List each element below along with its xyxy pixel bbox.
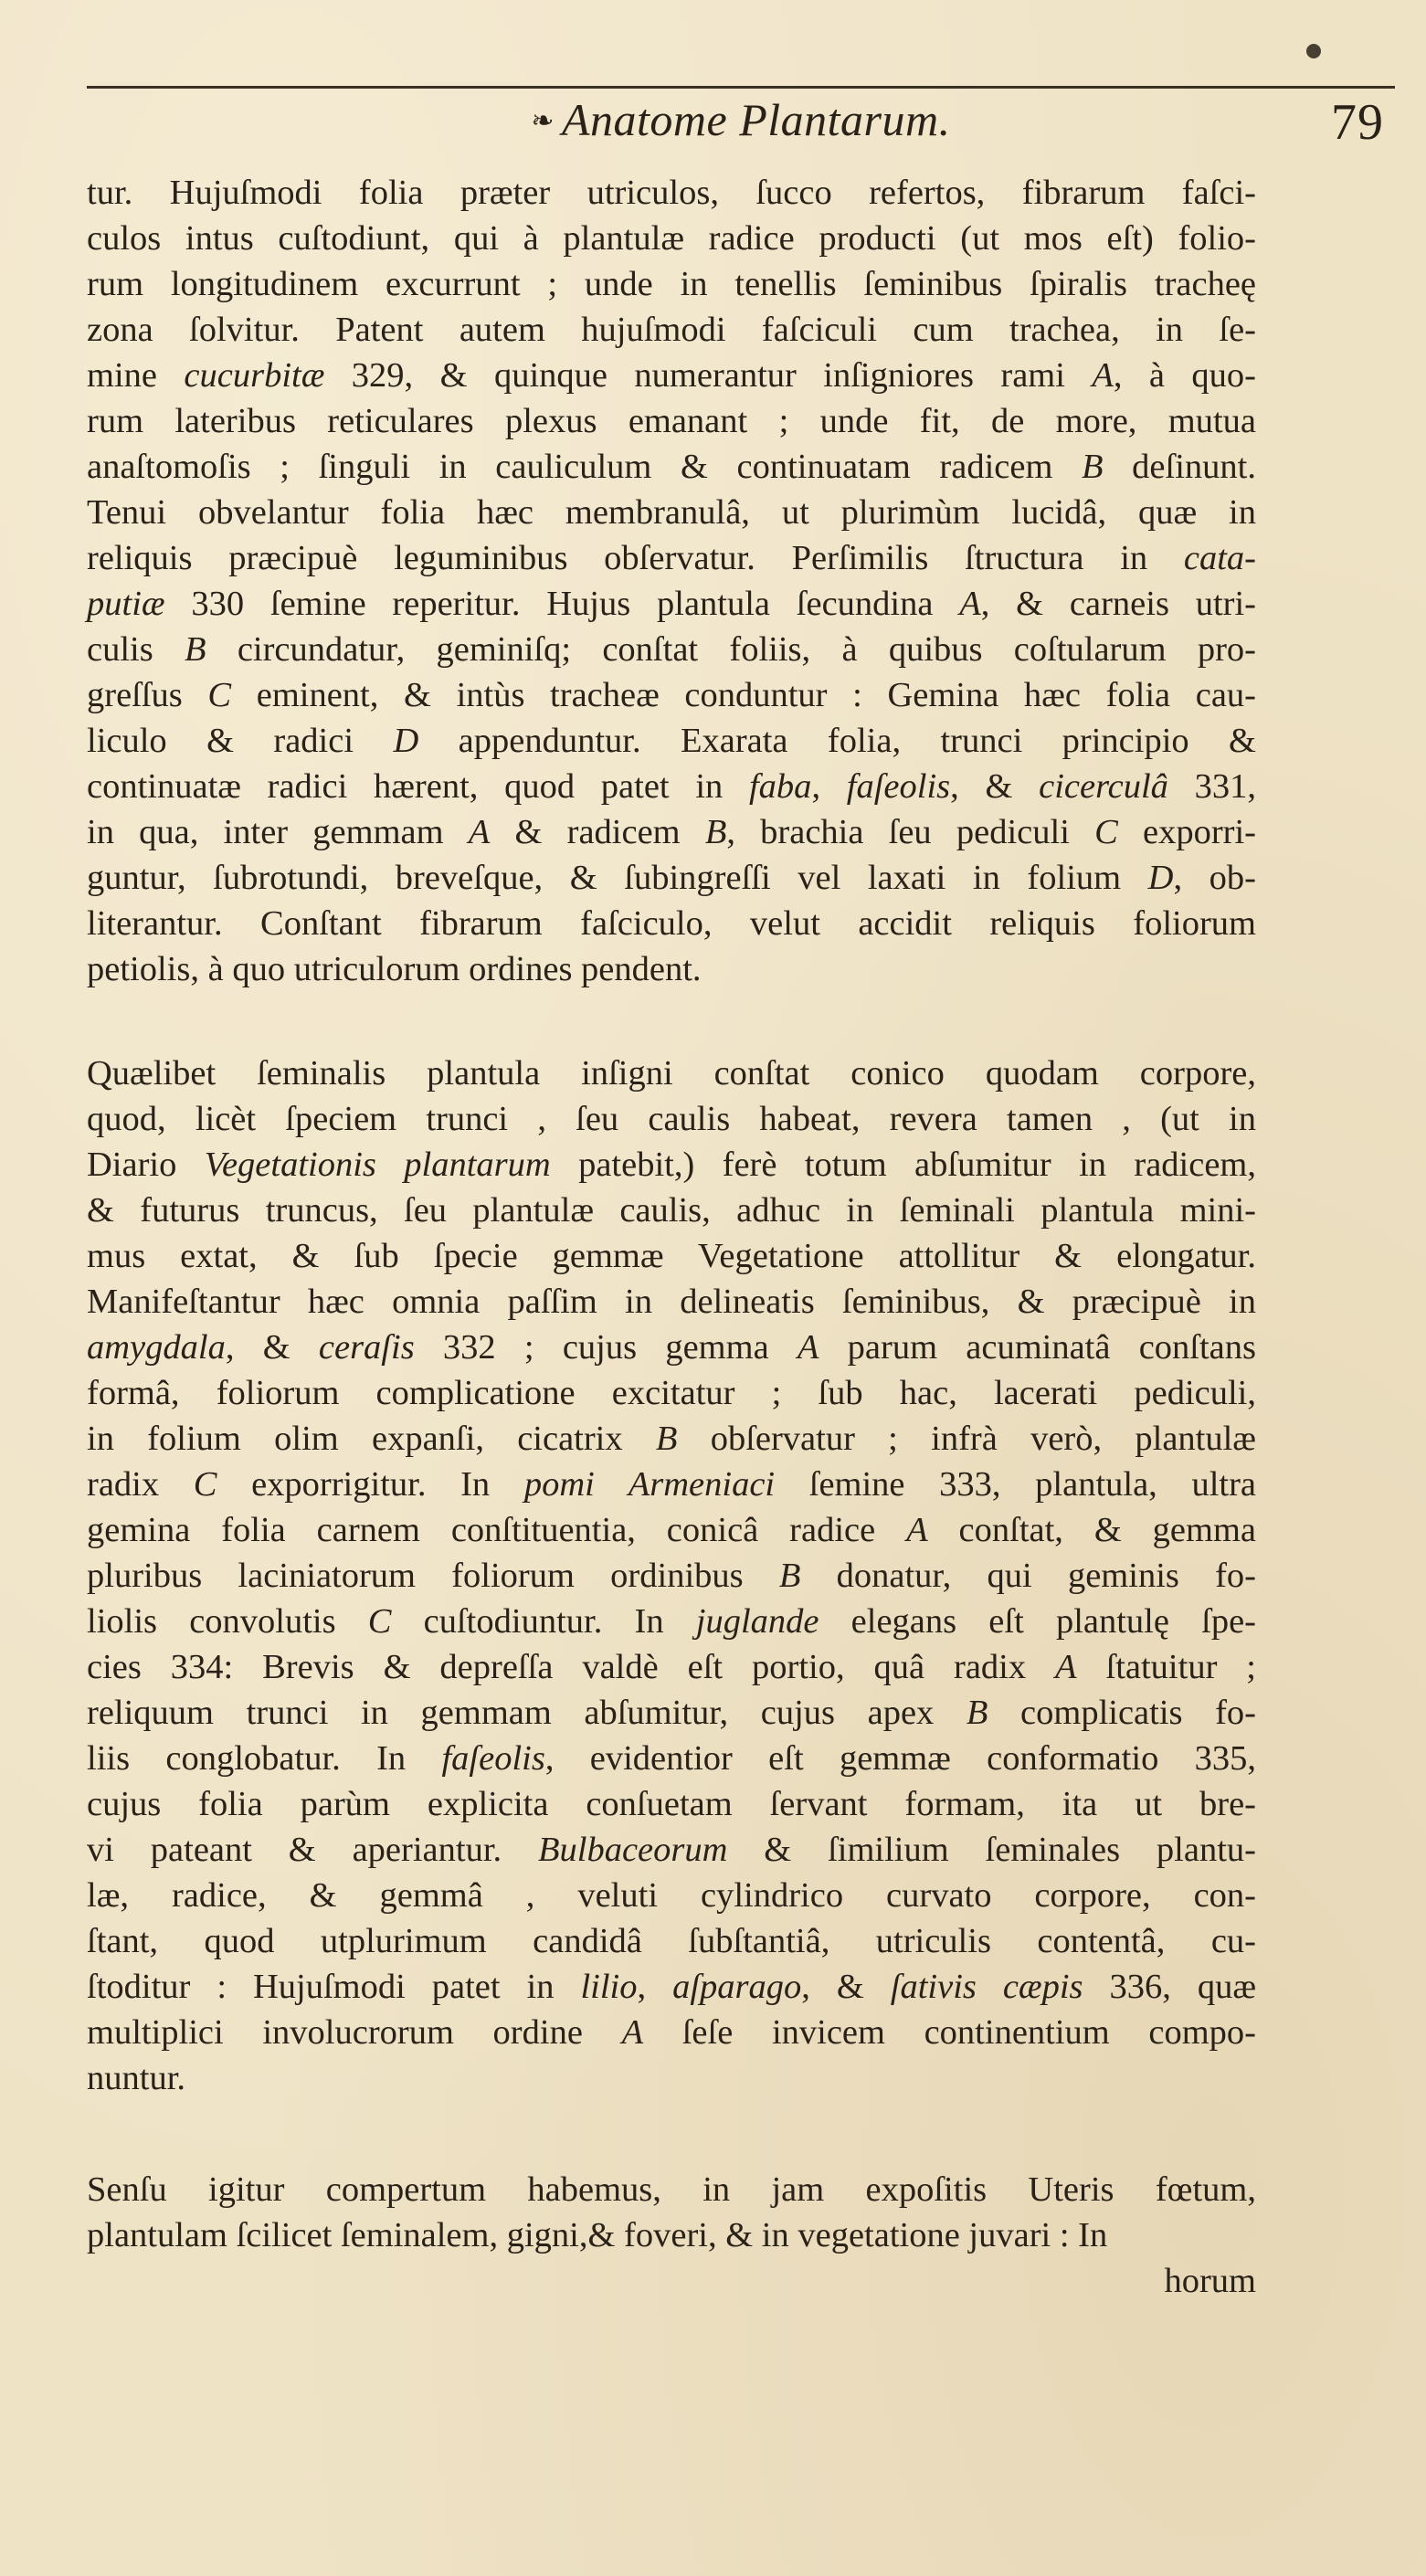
- text-run: Tenui obvelantur folia hæc membranulâ, ut plurimùm lucidâ, quæ in: [87, 493, 1256, 532]
- text-line: [87, 353, 1256, 398]
- text-run: ſeſe invicem continentium compo-: [643, 2013, 1256, 2052]
- text-line: [87, 855, 1256, 901]
- text-line: [87, 1873, 1256, 1918]
- text-line: [87, 1233, 1256, 1279]
- text-line: [87, 2212, 1256, 2258]
- text-line: [87, 1553, 1256, 1599]
- text-run: liolis convolutis: [87, 1602, 368, 1641]
- text-line: [87, 1827, 1256, 1873]
- header-rule: [87, 86, 1395, 89]
- text-run: petiolis, à quo utriculorum ordines pendent.: [87, 950, 702, 988]
- text-run: anaſtomoſis ; ſinguli in cauliculum & continuatam radicem: [87, 448, 1083, 486]
- text-line: [87, 1096, 1256, 1142]
- text-run: 332 ; cujus gemma: [414, 1328, 798, 1367]
- body-text: [87, 170, 1256, 2304]
- text-run: ,: [811, 767, 847, 806]
- text-line: [87, 1188, 1256, 1233]
- italic-run: lilio: [580, 1968, 638, 2006]
- italic-run: C: [193, 1465, 217, 1504]
- text-run: elegans eſt plantulę ſpe-: [819, 1602, 1256, 1641]
- text-line: [87, 444, 1256, 490]
- text-run: reliquum trunci in gemmam abſumitur, cujus apex: [87, 1694, 967, 1732]
- text-line: [87, 1599, 1256, 1644]
- text-line: [87, 1279, 1256, 1325]
- text-line: [87, 216, 1256, 261]
- paragraph-2: [87, 1050, 1256, 2101]
- italic-run: B: [655, 1420, 678, 1458]
- text-run: liculo & radici: [87, 722, 394, 760]
- italic-run: C: [367, 1602, 392, 1641]
- text-line: [87, 307, 1256, 353]
- italic-run: A: [1092, 356, 1114, 395]
- text-run: 331,: [1167, 767, 1256, 806]
- italic-run: B: [1082, 448, 1104, 486]
- italic-run: cucurbitæ: [184, 356, 325, 395]
- text-run: , &: [950, 767, 1040, 806]
- text-line: [87, 2010, 1256, 2055]
- text-run: multiplici involucrorum ordine: [87, 2013, 622, 2052]
- text-run: , &: [225, 1328, 319, 1367]
- text-line: [87, 764, 1256, 809]
- text-line: [87, 1964, 1256, 2010]
- text-run: gemina folia carnem conſtituentia, conicâ radice: [87, 1511, 907, 1549]
- italic-run: A: [959, 585, 981, 623]
- text-run: Senſu igitur compertum habemus, in jam expoſitis Uteris fœtum,: [87, 2170, 1256, 2209]
- italic-run: faba: [748, 767, 812, 806]
- text-line: [87, 1050, 1256, 1096]
- italic-run: amygdala: [87, 1328, 226, 1367]
- text-run: deſinunt.: [1103, 448, 1256, 486]
- italic-run: B: [778, 1557, 801, 1595]
- text-run: , brachia ſeu pediculi: [726, 813, 1095, 851]
- text-run: & radicem: [490, 813, 705, 851]
- italic-run: D: [393, 722, 419, 760]
- italic-run: cata-: [1183, 539, 1256, 577]
- italic-run: A: [621, 2013, 644, 2052]
- italic-run: cicerculâ: [1039, 767, 1168, 806]
- text-run: in folium olim expanſi, cicatrix: [87, 1420, 656, 1458]
- text-line: [87, 398, 1256, 444]
- text-run: 329, & quinque numerantur inſigniores rami: [324, 356, 1093, 395]
- running-title-text: Anatome Plantarum.: [562, 94, 951, 145]
- text-line: [87, 1918, 1256, 1964]
- text-line: [87, 1325, 1256, 1370]
- italic-run: C: [1094, 813, 1118, 851]
- text-run: complicatis fo-: [988, 1694, 1256, 1732]
- text-run: culis: [87, 630, 185, 669]
- running-title: [87, 93, 1395, 146]
- text-run: læ, radice, & gemmâ , veluti cylindrico curvato corpore, con-: [87, 1876, 1256, 1915]
- text-run: , ob-: [1173, 859, 1256, 897]
- text-line: [87, 672, 1256, 718]
- text-run: ,: [637, 1968, 673, 2006]
- text-run: Diario: [87, 1145, 205, 1184]
- text-run: rum lateribus reticulares plexus emanant ; unde fit, de more, mutua: [87, 402, 1256, 440]
- text-run: circundatur, geminiſq; conſtat foliis, à quibus coſtularum pro-: [206, 630, 1256, 669]
- paragraph-3: [87, 2167, 1256, 2258]
- italic-run: A: [1055, 1648, 1077, 1686]
- text-line: [87, 1370, 1256, 1416]
- text-run: vi pateant & aperiantur.: [87, 1831, 538, 1869]
- text-run: exporri-: [1117, 813, 1256, 851]
- text-run: appenduntur. Exarata folia, trunci principio &: [418, 722, 1257, 760]
- italic-run: putiæ: [87, 585, 165, 623]
- text-line: [87, 535, 1256, 581]
- text-run: ſtatuitur ;: [1076, 1648, 1256, 1686]
- italic-run: pomi Armeniaci: [523, 1465, 776, 1504]
- italic-run: faſeolis: [441, 1739, 545, 1778]
- text-line: [87, 1507, 1256, 1553]
- fleuron-ornament-icon: ❧: [531, 106, 555, 136]
- text-run: ſemine 333, plantula, ultra: [775, 1465, 1256, 1504]
- text-line: [87, 1462, 1256, 1507]
- text-line: [87, 170, 1256, 216]
- text-run: ſtoditur : Hujuſmodi patet in: [87, 1968, 581, 2006]
- italic-run: C: [207, 676, 232, 714]
- italic-run: A: [468, 813, 491, 851]
- italic-run: juglande: [695, 1602, 819, 1641]
- italic-run: B: [704, 813, 727, 851]
- text-run: obſervatur ; infrà verò, plantulæ: [677, 1420, 1256, 1458]
- text-line: [87, 1644, 1256, 1690]
- italic-run: A: [906, 1511, 928, 1549]
- text-line: [87, 718, 1256, 764]
- text-run: mine: [87, 356, 185, 395]
- text-line: [87, 809, 1256, 855]
- catchword: horum: [1164, 2262, 1256, 2300]
- text-run: cuſtodiuntur. In: [391, 1602, 696, 1641]
- text-run: cujus folia parùm explicita conſuetam ſervant formam, ita ut bre-: [87, 1785, 1256, 1823]
- italic-run: faſeolis: [846, 767, 951, 806]
- text-run: 330 ſemine reperitur. Hujus plantula ſecundina: [164, 585, 960, 623]
- italic-run: Bulbaceorum: [538, 1831, 728, 1869]
- text-run: quod, licèt ſpeciem trunci , ſeu caulis habeat, revera tamen , (ut in: [87, 1100, 1256, 1138]
- paragraph-gap: [87, 2101, 1256, 2167]
- text-run: culos intus cuſtodiunt, qui à plantulæ radice producti (ut mos eſt) folio-: [87, 219, 1256, 258]
- text-run: in qua, inter gemmam: [87, 813, 469, 851]
- text-run: greſſus: [87, 676, 208, 714]
- text-run: pluribus laciniatorum foliorum ordinibus: [87, 1557, 779, 1595]
- text-run: Quælibet ſeminalis plantula inſigni conſtat conico quodam corpore,: [87, 1054, 1256, 1093]
- italic-run: ſativis cæpis: [890, 1968, 1083, 2006]
- italic-run: D: [1147, 859, 1174, 897]
- text-line: [87, 1142, 1256, 1188]
- text-run: radix: [87, 1465, 194, 1504]
- text-run: parum acuminatâ conſtans: [819, 1328, 1256, 1367]
- text-run: formâ, foliorum complicatione excitatur ; ſub hac, lacerati pediculi,: [87, 1374, 1256, 1412]
- text-line: [87, 1690, 1256, 1736]
- text-line: [87, 627, 1256, 672]
- text-line: [87, 490, 1256, 535]
- text-run: patebit,) ferè totum abſumitur in radicem,: [550, 1145, 1257, 1184]
- text-line: [87, 2055, 1256, 2101]
- text-run: , & carneis utri-: [980, 585, 1256, 623]
- text-run: nuntur.: [87, 2059, 186, 2097]
- text-run: zona ſolvitur. Patent autem hujuſmodi faſciculi cum trachea, in ſe-: [87, 311, 1256, 349]
- text-run: , evidentior eſt gemmæ conformatio 335,: [544, 1739, 1256, 1778]
- text-run: cies 334: Brevis & depreſſa valdè eſt portio, quâ radix: [87, 1648, 1056, 1686]
- page-number: 79: [1331, 94, 1384, 151]
- text-line: [87, 2167, 1256, 2212]
- text-line: [87, 946, 1256, 992]
- text-line: [87, 1781, 1256, 1827]
- text-line: [87, 901, 1256, 946]
- text-line: [87, 581, 1256, 627]
- text-run: mus extat, & ſub ſpecie gemmæ Vegetatione attollitur & elongatur.: [87, 1237, 1256, 1275]
- italic-run: Vegetationis plantarum: [204, 1145, 551, 1184]
- text-run: Manifeſtantur hæc omnia paſſim in delineatis ſeminibus, & præcipuè in: [87, 1283, 1256, 1321]
- text-run: reliquis præcipuè leguminibus obſervatur. Perſimilis ſtructura in: [87, 539, 1184, 577]
- text-line: [87, 1736, 1256, 1781]
- text-run: liis conglobatur. In: [87, 1739, 442, 1778]
- text-run: conſtat, & gemma: [927, 1511, 1256, 1549]
- text-run: continuatæ radici hærent, quod patet in: [87, 767, 749, 806]
- italic-run: A: [797, 1328, 819, 1367]
- italic-run: B: [185, 630, 206, 669]
- text-run: plantulam ſcilicet ſeminalem, gigni,& foveri, & in vegetatione juvari : In: [87, 2216, 1108, 2254]
- paragraph-1: [87, 170, 1256, 992]
- text-run: tur. Hujuſmodi folia præter utriculos, ſucco refertos, fibrarum faſci-: [87, 174, 1256, 212]
- text-run: & ſimilium ſeminales plantu-: [727, 1831, 1256, 1869]
- text-line: [87, 1416, 1256, 1462]
- text-run: 336, quæ: [1083, 1968, 1256, 2006]
- text-run: rum longitudinem excurrunt ; unde in tenellis ſeminibus ſpiralis tracheę: [87, 265, 1256, 303]
- text-run: guntur, ſubrotundi, breveſque, & ſubingreſſi vel laxati in folium: [87, 859, 1148, 897]
- page-header: [87, 90, 1395, 153]
- text-run: eminent, & intùs tracheæ conduntur : Gemina hæc folia cau-: [231, 676, 1256, 714]
- paragraph-gap: [87, 992, 1256, 1050]
- text-line: [87, 261, 1256, 307]
- text-run: exporrigitur. In: [217, 1465, 524, 1504]
- text-run: literantur. Conſtant fibrarum faſciculo, velut accidit reliquis foliorum: [87, 904, 1256, 943]
- ink-blot: [1306, 44, 1321, 58]
- italic-run: B: [966, 1694, 988, 1732]
- text-run: , &: [801, 1968, 891, 2006]
- italic-run: aſparago: [672, 1968, 802, 2006]
- italic-run: ceraſis: [318, 1328, 415, 1367]
- text-run: ſtant, quod utplurimum candidâ ſubſtantiâ, utriculis contentâ, cu-: [87, 1922, 1256, 1960]
- text-run: donatur, qui geminis fo-: [800, 1557, 1256, 1595]
- text-run: & futurus truncus, ſeu plantulæ caulis, adhuc in ſeminali plantula mini-: [87, 1191, 1256, 1230]
- text-run: , à quo-: [1113, 356, 1257, 395]
